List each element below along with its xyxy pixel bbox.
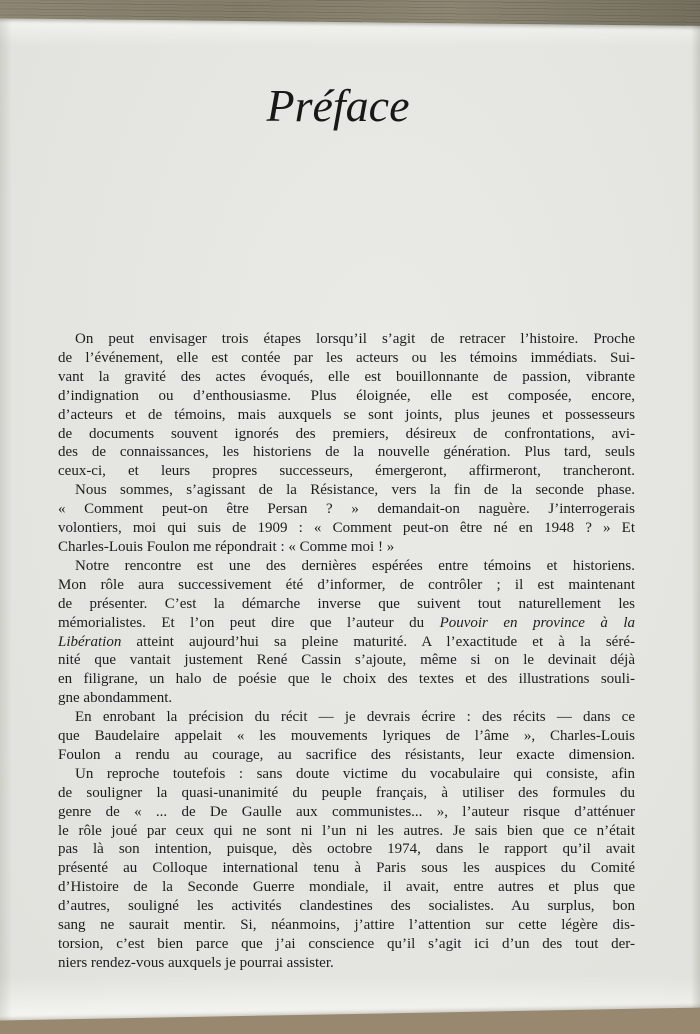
text-line: gne abondamment. (58, 690, 173, 707)
text-segment: atteint aujourd’hui sa pleine maturité. A l’exactitude et à la séré- (121, 633, 635, 650)
text-line: en filigrane, un halo de poésie que le choix des textes et des illustrations souli- (58, 671, 635, 688)
text-line: des de connaissances, les historiens de la nouvelle génération. Plus tard, seuls (58, 444, 635, 461)
text-line: d’acteurs et de témoins, mais auxquels se sont joints, plus jeunes et possesseurs (58, 406, 635, 423)
text-line: Mon rôle aura successivement été d’informer, de contrôler ; il est maintenant (58, 576, 635, 593)
text-line: de l’événement, elle est contée par les acteurs ou les témoins immédiats. Sui- (58, 349, 635, 366)
text-line: On peut envisager trois étapes lorsqu’il s’agit de retracer l’histoire. Proche (75, 331, 635, 347)
text-line: torsion, c’est bien parce que j’ai conscience qu’il s’agit ici d’un des tout der- (58, 936, 635, 952)
text-line: nité que vantait justement René Cassin s’ajoute, même si on le devinait déjà (58, 652, 635, 669)
text-line: le rôle joué par ceux qui ne sont ni l’un ni les autres. Je sais bien que ce n’était (58, 822, 635, 839)
page-title: Préface (266, 80, 410, 131)
text-line (58, 633, 635, 652)
text-line: d’autres, souligné les activités clandestines des socialistes. Au surplus, bon (58, 898, 635, 915)
text-line: volontiers, moi qui suis de 1909 : « Comment peut-on être né en 1948 ? » Et (58, 520, 635, 537)
text-line: de souligner la quasi-unanimité du peuple français, à utiliser des formules du (58, 784, 635, 801)
preface-body (58, 330, 635, 973)
text-segment: mémorialistes. Et l’on peut dire que l’auteur du (58, 614, 440, 631)
text-line: niers rendez-vous auxquels je pourrai assister. (58, 954, 334, 971)
text-line: sang ne saurait mentir. Si, néanmoins, j’attire l’attention sur cette légère dis- (58, 917, 635, 934)
cited-work-title: Pouvoir en province à la (439, 614, 635, 631)
text-line: pas là son intention, puisque, dès octobre 1974, dans le rapport qu’il avait (58, 841, 635, 858)
text-line: de présenter. C’est la démarche inverse que suivent tout naturellement les (58, 595, 635, 612)
text-line: présenté au Colloque international tenu à Paris sous les auspices du Comité (58, 860, 635, 877)
text-line: Un reproche toutefois : sans doute victime du vocabulaire qui consiste, afin (75, 765, 635, 782)
text-line: que Baudelaire appelait « les mouvements lyriques de l’âme », Charles-Louis (58, 728, 635, 745)
text-line: d’indignation ou d’enthousiasme. Plus éloignée, elle est composée, encore, (58, 387, 635, 404)
text-line: Notre rencontre est une des dernières espérées entre témoins et historiens. (75, 557, 635, 574)
text-line: genre de « ... de De Gaulle aux communistes... », l’auteur risque d’atténuer (58, 803, 635, 820)
text-line: Charles-Louis Foulon me répondrait : « Comme moi ! » (58, 538, 395, 555)
text-line: vant la gravité des actes évoqués, elle est bouillonnante de passion, vibrante (58, 368, 635, 385)
text-line: d’Histoire de la Seconde Guerre mondiale, il avait, entre autres et plus que (58, 879, 635, 896)
text-line: ceux-ci, et leurs propres successeurs, émergeront, affirmeront, trancheront. (58, 463, 635, 480)
text-line (58, 614, 635, 633)
text-line: Nous sommes, s’agissant de la Résistance, vers la fin de la seconde phase. (75, 482, 635, 499)
text-line: de documents souvent ignorés des premiers, désireux de confrontations, avi- (58, 425, 635, 442)
text-line: « Comment peut-on être Persan ? » demandait-on naguère. J’interrogerais (58, 501, 635, 518)
cited-work-title: Libération (58, 633, 122, 650)
text-line: Foulon a rendu au courage, au sacrifice des résistants, leur exacte dimension. (58, 746, 635, 763)
text-line: En enrobant la précision du récit — je devrais écrire : des récits — dans ce (75, 709, 635, 726)
